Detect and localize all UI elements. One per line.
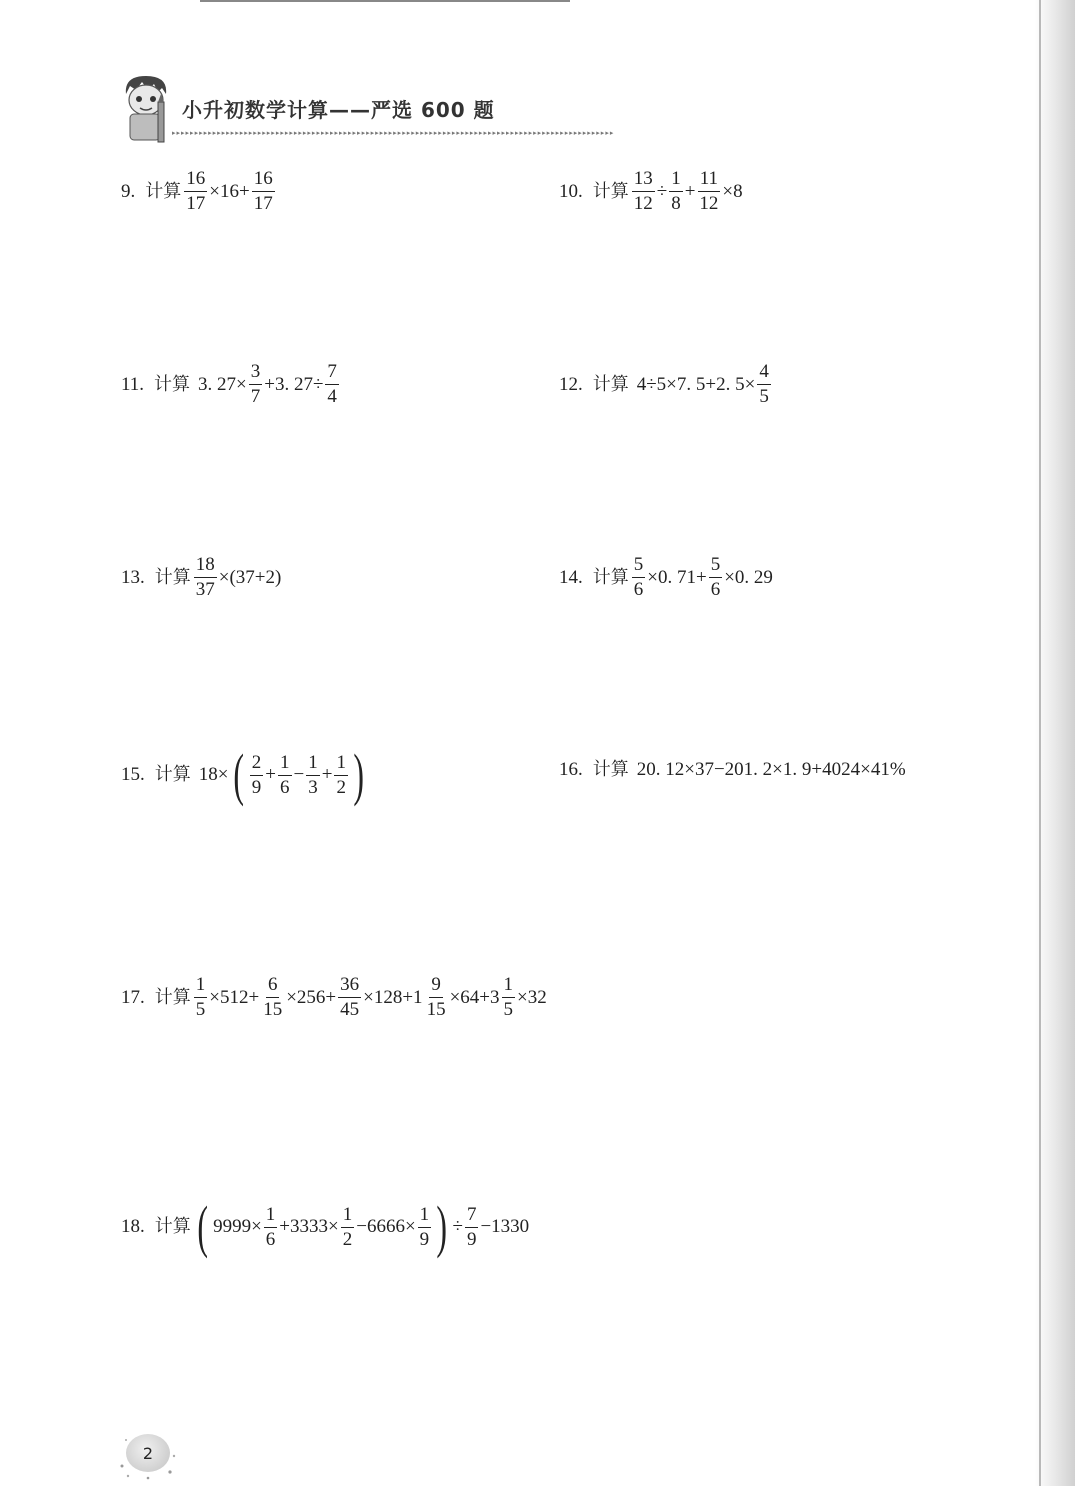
denominator: 12: [699, 193, 719, 214]
denominator: 17: [186, 193, 206, 214]
numerator: 2: [250, 751, 264, 776]
numerator: 16: [184, 167, 207, 192]
book-series-title: 小升初数学计算——严选 600 题: [182, 98, 495, 122]
calc-label: 计算: [154, 1216, 191, 1237]
numerator: 1: [669, 167, 683, 192]
problem-number: 10.: [559, 180, 583, 202]
operator: −: [293, 764, 305, 785]
problem-number: 15.: [121, 764, 145, 785]
denominator: 6: [710, 579, 721, 600]
denominator: 5: [195, 999, 206, 1020]
expression-text: ×(37+2): [218, 566, 282, 588]
expression-text: +3333×: [279, 1216, 339, 1237]
fraction: [697, 167, 720, 216]
right-parenthesis: ): [436, 1194, 448, 1259]
problem-14: [559, 553, 774, 602]
numerator: 13: [632, 167, 655, 192]
fraction: [465, 1203, 479, 1252]
numerator: 7: [465, 1203, 479, 1228]
denominator: 45: [340, 999, 360, 1020]
fraction: [252, 167, 275, 216]
problem-number: 14.: [559, 566, 583, 588]
denominator: 2: [336, 776, 346, 798]
fraction: [194, 553, 217, 602]
numerator: 3: [249, 360, 263, 385]
fraction: [306, 751, 320, 800]
numerator: 1: [418, 1203, 432, 1228]
numerator: 9: [429, 973, 443, 998]
denominator: 7: [250, 386, 261, 407]
expression-text: ×0. 71+: [647, 566, 707, 588]
calc-label: 计算: [154, 986, 191, 1008]
numerator: 11: [698, 167, 720, 192]
numerator: 16: [252, 167, 275, 192]
denominator: 12: [633, 193, 653, 214]
expression-text: ×16+: [209, 180, 250, 202]
numerator: 1: [264, 1203, 278, 1228]
numerator: 5: [709, 553, 723, 578]
denominator: 6: [265, 1228, 276, 1250]
expression-text: ×64+3: [449, 986, 500, 1008]
calc-label: 计算: [145, 180, 182, 202]
problem-17: [121, 973, 548, 1022]
page-edge-line: [1039, 0, 1041, 1486]
fraction: [194, 973, 208, 1022]
denominator: 15: [263, 999, 283, 1020]
numerator: 1: [341, 1203, 355, 1228]
fraction: [325, 360, 339, 409]
fraction: [757, 360, 771, 409]
numerator: 7: [325, 360, 339, 385]
calc-label: 计算: [592, 373, 629, 395]
expression-text: ×8: [722, 180, 743, 202]
fraction: [264, 1203, 278, 1252]
fraction: [632, 553, 646, 602]
denominator: 6: [280, 776, 290, 798]
numerator: 6: [266, 973, 280, 998]
problem-number: 13.: [121, 566, 145, 588]
expression-text: ×0. 29: [724, 566, 773, 588]
decorative-arrow-rule: ▸▸▸▸▸▸▸▸▸▸▸▸▸▸▸▸▸▸▸▸▸▸▸▸▸▸▸▸▸▸▸▸▸▸▸▸▸▸▸▸▸▸▸▸▸▸▸▸▸▸▸▸▸▸▸▸▸▸▸▸▸▸▸▸▸▸▸▸▸▸▸▸▸▸▸▸▸▸▸▸▸▸▸▸▸▸▸▸▸▸▸▸▸▸▸▸▸▸: [172, 129, 615, 137]
expression-text: ×128+1: [363, 986, 423, 1008]
calc-label: 计算: [154, 373, 191, 395]
fraction: [184, 167, 207, 216]
expression-text: −6666×: [356, 1216, 416, 1237]
operator: +: [684, 180, 696, 202]
fraction: [261, 973, 284, 1022]
denominator: 5: [759, 386, 769, 407]
page-edge-shadow: [1035, 0, 1075, 1486]
denominator: 3: [308, 776, 318, 798]
denominator: 6: [633, 579, 644, 600]
problem-number: 18.: [121, 1216, 145, 1237]
fraction: [338, 973, 361, 1022]
expression-text: −1330: [480, 1216, 530, 1237]
denominator: 8: [671, 193, 681, 214]
denominator: 9: [466, 1228, 477, 1250]
operator: +: [265, 764, 277, 785]
denominator: 5: [503, 999, 513, 1020]
numerator: 4: [757, 360, 771, 385]
operator: +: [321, 764, 333, 785]
expression-text: ×512+: [209, 986, 260, 1008]
problem-number: 11.: [121, 373, 145, 395]
problem-10: [559, 167, 744, 216]
fraction: [278, 751, 292, 800]
fraction: [334, 751, 348, 800]
denominator: 17: [253, 193, 273, 214]
problem-15: [121, 742, 368, 807]
expression-text: 18×: [198, 764, 229, 785]
problem-number: 9.: [121, 180, 136, 202]
denominator: 15: [426, 999, 446, 1020]
denominator: 9: [419, 1228, 430, 1250]
top-edge-line: [200, 0, 570, 2]
operator: ÷: [656, 180, 668, 202]
calc-label: 计算: [592, 759, 629, 780]
numerator: 1: [278, 751, 292, 776]
numerator: 5: [632, 553, 646, 578]
numerator: 36: [338, 973, 361, 998]
numerator: 1: [194, 973, 208, 998]
problem-number: 16.: [559, 759, 583, 780]
problem-16: [559, 757, 907, 783]
expression-text: 20. 12×37−201. 2×1. 9+4024×41%: [636, 759, 906, 780]
fraction: [709, 553, 723, 602]
expression-text: 4÷5×7. 5+2. 5×: [636, 373, 756, 395]
expression-text: ×32: [517, 986, 547, 1008]
expression-text: +3. 27÷: [264, 373, 324, 395]
expression-text: ×256+: [286, 986, 337, 1008]
fraction: [418, 1203, 432, 1252]
calc-label: 计算: [154, 566, 191, 588]
mascot-boy-icon: [116, 72, 176, 144]
numerator: 1: [306, 751, 320, 776]
denominator: 2: [342, 1228, 353, 1250]
fraction: [425, 973, 448, 1022]
denominator: 9: [251, 776, 262, 798]
problem-13: [121, 553, 282, 602]
fraction: [250, 751, 264, 800]
numerator: 1: [334, 751, 348, 776]
left-parenthesis: (: [233, 742, 245, 807]
denominator: 37: [195, 579, 215, 600]
calc-label: 计算: [154, 764, 191, 785]
fraction: [669, 167, 683, 216]
fraction: [249, 360, 263, 409]
numerator: 18: [194, 553, 217, 578]
calc-label: 计算: [592, 180, 629, 202]
expression-text: 9999×: [213, 1216, 262, 1237]
problem-11: [121, 360, 340, 409]
fraction: [341, 1203, 355, 1252]
left-parenthesis: (: [197, 1194, 208, 1259]
right-parenthesis: ): [353, 742, 364, 807]
fraction: [632, 167, 655, 216]
problem-number: 12.: [559, 373, 583, 395]
fraction: [502, 973, 516, 1022]
problem-number: 17.: [121, 986, 145, 1008]
numerator: 1: [502, 973, 516, 998]
page-number-badge: 2: [126, 1434, 170, 1472]
problem-12: [559, 360, 772, 409]
expression-text: 3. 27×: [198, 373, 247, 395]
problem-18: [121, 1194, 530, 1259]
calc-label: 计算: [592, 566, 629, 588]
problem-9: [121, 167, 276, 216]
denominator: 4: [327, 386, 337, 407]
operator: ÷: [452, 1216, 463, 1237]
